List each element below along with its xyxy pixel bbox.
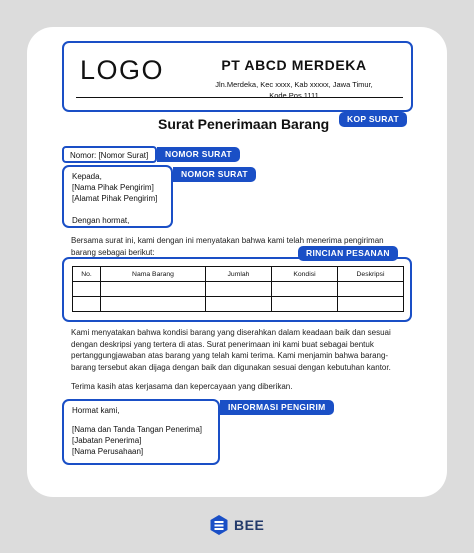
table-cell (272, 282, 338, 297)
order-table (72, 266, 404, 312)
table-cell (73, 282, 101, 297)
tag-kop-surat: KOP SURAT (339, 112, 407, 127)
table-cell (73, 297, 101, 312)
body-line: barang tersebut akan dijaga dengan baik dan digunakan sesuai dengan kebutuhan kantor. (71, 362, 391, 372)
address-line: Jln.Merdeka, Kec xxxx, Kab xxxxx, Jawa Timur, (215, 80, 373, 89)
col-kondisi: Kondisi (272, 267, 338, 282)
nomor-box (62, 146, 157, 163)
signature-line: [Jabatan Penerima] (72, 436, 142, 445)
recipient-line: Kepada, (72, 172, 102, 181)
closing-text: Terima kasih atas kerjasama dan kepercayaan yang diberikan. (71, 382, 293, 391)
table-row (73, 297, 404, 312)
nomor-text: Nomor: [Nomor Surat] (70, 151, 149, 160)
body-line: dengan deskripsi yang tertera di atas. Surat penerimaan ini kami buat sebagai bentuk (71, 339, 374, 349)
letterhead-box (62, 41, 413, 112)
body-line: Kami menyatakan bahwa kondisi barang yang diserahkan dalam keadaan baik dan sesuai (71, 328, 391, 337)
table-cell (338, 282, 404, 297)
table-cell (101, 282, 206, 297)
signature-line: [Nama dan Tanda Tangan Penerima] (72, 425, 203, 434)
table-cell (101, 297, 206, 312)
signature-line (72, 416, 202, 424)
signature-line: Hormat kami, (72, 406, 120, 415)
company-block (174, 57, 414, 101)
col-nama-barang: Nama Barang (101, 267, 206, 282)
recipient-line (72, 204, 157, 215)
logo-placeholder: LOGO (80, 55, 165, 85)
brand-footer (210, 515, 264, 535)
table-cell (272, 297, 338, 312)
address-line: Kode Pos 1111 (269, 91, 319, 100)
recipient-line: Dengan hormat, (72, 216, 130, 225)
body-paragraph (71, 327, 391, 373)
table-cell (206, 282, 272, 297)
recipient-box (62, 165, 173, 228)
recipient-line: [Nama Pihak Pengirim] (72, 183, 154, 192)
recipient-line: [Alamat Pihak Pengirim] (72, 194, 158, 203)
table-row (73, 282, 404, 297)
tag-nomor-surat: NOMOR SURAT (157, 147, 240, 162)
letterhead-divider (76, 97, 403, 98)
bee-logo-icon (210, 515, 228, 535)
body-line: pertanggungjawaban atas barang yang telah kami terima. Kami menjamin bahwa barang- (71, 351, 389, 360)
letter-title: Surat Penerimaan Barang (158, 116, 330, 132)
signature-line: [Nama Perusahaan] (72, 447, 144, 456)
col-jumlah: Jumlah (206, 267, 272, 282)
table-cell (206, 297, 272, 312)
company-name: PT ABCD MERDEKA (221, 57, 367, 73)
intro-line: Bersama surat ini, kami dengan ini menyatakan bahwa kami telah menerima pengiriman (71, 236, 384, 245)
col-no: No. (73, 267, 101, 282)
intro-line: barang sebagai berikut: (71, 247, 155, 257)
tag-rincian-pesanan: RINCIAN PESANAN (298, 246, 398, 261)
table-header-row (73, 267, 404, 282)
signature-box (62, 399, 220, 465)
brand-name: BEE (234, 517, 265, 533)
table-cell (338, 297, 404, 312)
recipient-lines (72, 171, 157, 226)
col-deskripsi: Deskripsi (338, 267, 404, 282)
tag-informasi-pengirim: INFORMASI PENGIRIM (220, 400, 334, 415)
tag-nomor-surat-2: NOMOR SURAT (173, 167, 256, 182)
signature-lines (72, 405, 202, 457)
